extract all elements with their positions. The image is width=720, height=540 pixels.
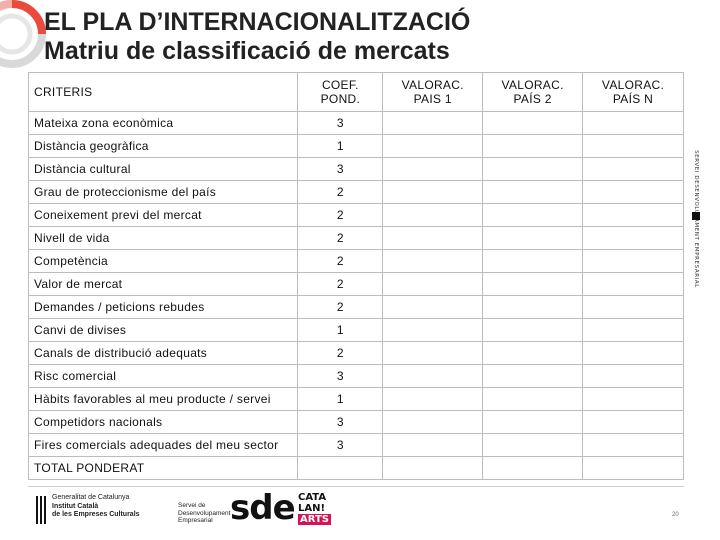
total-country-n-cell xyxy=(583,457,684,480)
country-2-cell xyxy=(483,135,583,158)
country-1-cell xyxy=(383,365,483,388)
country-1-cell xyxy=(383,112,483,135)
country-2-cell xyxy=(483,434,583,457)
country-1-cell xyxy=(383,181,483,204)
country-1-cell xyxy=(383,319,483,342)
country-1-cell xyxy=(383,273,483,296)
country-2-cell xyxy=(483,181,583,204)
table-row xyxy=(29,365,684,388)
country-2-cell xyxy=(483,112,583,135)
weight-cell: 2 xyxy=(298,250,383,273)
weight-cell: 3 xyxy=(298,112,383,135)
weight-cell: 1 xyxy=(298,388,383,411)
country-1-cell xyxy=(383,158,483,181)
table-row xyxy=(29,135,684,158)
weight-cell: 2 xyxy=(298,204,383,227)
country-n-cell xyxy=(583,181,684,204)
criterion-cell: Fires comercials adequades del meu sector xyxy=(29,434,298,457)
country-n-cell xyxy=(583,365,684,388)
weight-cell: 3 xyxy=(298,411,383,434)
gencat-logo: Generalitat de Catalunya Institut Català de les Empreses Culturals xyxy=(36,494,148,528)
weight-cell: 2 xyxy=(298,227,383,250)
criterion-cell: Risc comercial xyxy=(29,365,298,388)
weight-cell: 3 xyxy=(298,365,383,388)
gencat-shield-icon xyxy=(36,496,48,524)
table-row xyxy=(29,158,684,181)
table-row xyxy=(29,434,684,457)
criterion-cell: Nivell de vida xyxy=(29,227,298,250)
criterion-cell: Competidors nacionals xyxy=(29,411,298,434)
criterion-cell: Competència xyxy=(29,250,298,273)
table-row xyxy=(29,296,684,319)
header-country-1: VALORAC. PAIS 1 xyxy=(383,73,483,112)
classification-matrix-table xyxy=(28,72,684,480)
weight-cell: 3 xyxy=(298,158,383,181)
country-n-cell xyxy=(583,342,684,365)
criterion-cell: Canals de distribució adequats xyxy=(29,342,298,365)
country-n-cell xyxy=(583,388,684,411)
country-n-cell xyxy=(583,227,684,250)
table-row xyxy=(29,342,684,365)
criterion-cell: Distància cultural xyxy=(29,158,298,181)
country-2-cell xyxy=(483,158,583,181)
weight-cell: 2 xyxy=(298,342,383,365)
table-row xyxy=(29,227,684,250)
country-2-cell xyxy=(483,365,583,388)
total-country-1-cell xyxy=(383,457,483,480)
criterion-cell: Mateixa zona econòmica xyxy=(29,112,298,135)
table-row xyxy=(29,181,684,204)
table-row xyxy=(29,112,684,135)
country-n-cell xyxy=(583,273,684,296)
header-country-2: VALORAC. PAÍS 2 xyxy=(483,73,583,112)
table-header-row xyxy=(29,73,684,112)
weight-cell: 2 xyxy=(298,181,383,204)
country-n-cell xyxy=(583,319,684,342)
total-row xyxy=(29,457,684,480)
country-n-cell xyxy=(583,158,684,181)
country-2-cell xyxy=(483,273,583,296)
country-n-cell xyxy=(583,135,684,158)
table-row xyxy=(29,388,684,411)
header-criteria: CRITERIS xyxy=(29,73,298,112)
total-label: TOTAL PONDERAT xyxy=(29,457,298,480)
country-2-cell xyxy=(483,296,583,319)
catalan-arts-logo: CATA LAN! ARTS xyxy=(298,492,330,525)
header-weight: COEF. POND. xyxy=(298,73,383,112)
criterion-cell: Canvi de divises xyxy=(29,319,298,342)
page-number: 20 xyxy=(672,512,679,518)
title-line-2: Matriu de classificació de mercats xyxy=(44,37,450,65)
country-1-cell xyxy=(383,411,483,434)
country-2-cell xyxy=(483,388,583,411)
table-row xyxy=(29,250,684,273)
country-2-cell xyxy=(483,342,583,365)
country-1-cell xyxy=(383,296,483,319)
country-n-cell xyxy=(583,112,684,135)
country-1-cell xyxy=(383,250,483,273)
country-2-cell xyxy=(483,319,583,342)
criterion-cell: Demandes / peticions rebudes xyxy=(29,296,298,319)
table-row xyxy=(29,204,684,227)
weight-cell: 1 xyxy=(298,135,383,158)
table-row xyxy=(29,411,684,434)
table-row xyxy=(29,319,684,342)
country-1-cell xyxy=(383,227,483,250)
total-country-2-cell xyxy=(483,457,583,480)
criterion-cell: Distància geogràfica xyxy=(29,135,298,158)
country-n-cell xyxy=(583,434,684,457)
weight-cell: 2 xyxy=(298,296,383,319)
criterion-cell: Grau de proteccionisme del país xyxy=(29,181,298,204)
total-weight-cell xyxy=(298,457,383,480)
country-2-cell xyxy=(483,411,583,434)
criterion-cell: Valor de mercat xyxy=(29,273,298,296)
country-n-cell xyxy=(583,411,684,434)
footer-divider xyxy=(28,486,684,487)
country-1-cell xyxy=(383,342,483,365)
country-n-cell xyxy=(583,250,684,273)
weight-cell: 2 xyxy=(298,273,383,296)
country-2-cell xyxy=(483,227,583,250)
criterion-cell: Hàbits favorables al meu producte / servei xyxy=(29,388,298,411)
table-row xyxy=(29,273,684,296)
weight-cell: 1 xyxy=(298,319,383,342)
page-title xyxy=(44,8,470,66)
country-1-cell xyxy=(383,204,483,227)
country-1-cell xyxy=(383,135,483,158)
country-2-cell xyxy=(483,250,583,273)
country-n-cell xyxy=(583,296,684,319)
table-body xyxy=(29,112,684,457)
sde-logo: Servei de Desenvolupament Empresarial sde xyxy=(178,488,295,528)
criterion-cell: Coneixement previ del mercat xyxy=(29,204,298,227)
side-mark-icon xyxy=(692,212,700,220)
country-2-cell xyxy=(483,204,583,227)
weight-cell: 3 xyxy=(298,434,383,457)
country-1-cell xyxy=(383,388,483,411)
country-n-cell xyxy=(583,204,684,227)
title-line-1: EL PLA D’INTERNACIONALITZACIÓ xyxy=(44,8,471,36)
header-country-n: VALORAC. PAÍS N xyxy=(583,73,684,112)
country-1-cell xyxy=(383,434,483,457)
